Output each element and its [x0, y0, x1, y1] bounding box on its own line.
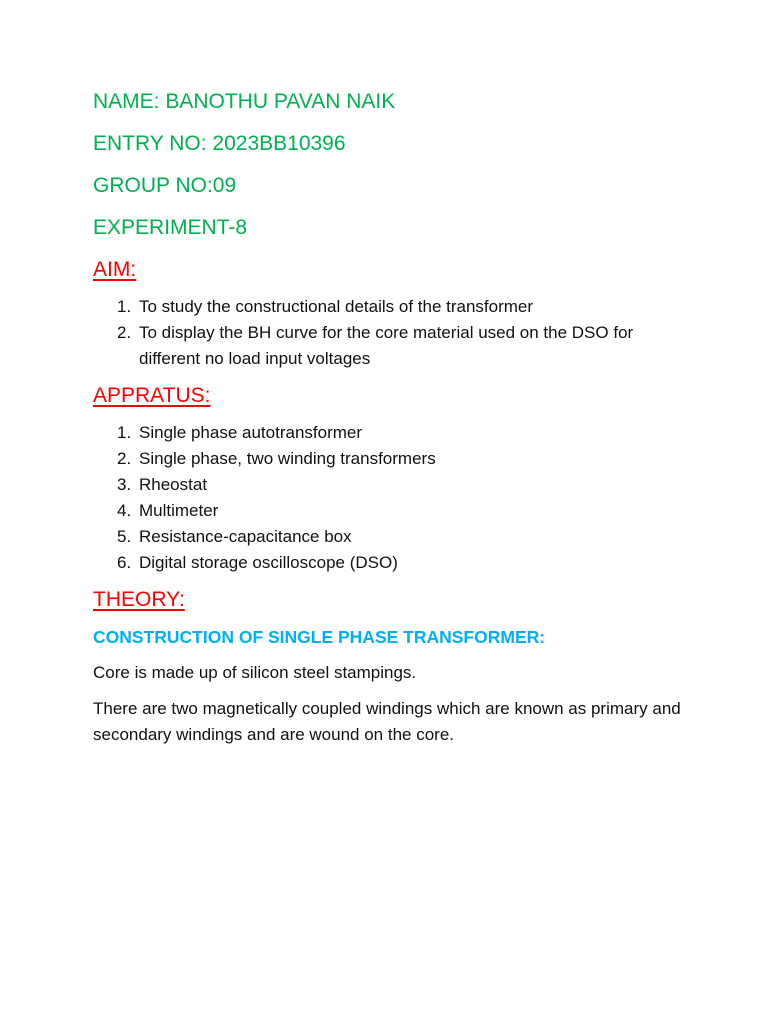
list-number: 1.	[117, 423, 132, 442]
list-text: To display the BH curve for the core material used on the DSO for different no load input voltages	[139, 323, 634, 368]
list-number: 2.	[117, 323, 132, 342]
list-number: 6.	[117, 553, 132, 572]
list-item	[93, 446, 693, 472]
apparatus-list	[93, 420, 693, 576]
list-number: 4.	[117, 501, 132, 520]
list-item	[93, 420, 693, 446]
list-item	[93, 498, 693, 524]
apparatus-heading: APPRATUS:	[93, 384, 211, 407]
aim-heading: AIM:	[93, 258, 137, 281]
entry-number: ENTRY NO: 2023BB10396	[93, 132, 346, 155]
aim-list	[93, 294, 693, 372]
list-item	[93, 472, 693, 498]
list-text: Resistance-capacitance box	[139, 527, 352, 546]
list-number: 2.	[117, 449, 132, 468]
document-page	[93, 88, 693, 758]
experiment-number: EXPERIMENT-8	[93, 216, 248, 239]
list-item	[93, 320, 693, 372]
list-item	[93, 294, 693, 320]
list-text: Single phase, two winding transformers	[139, 449, 436, 468]
list-text: Rheostat	[139, 475, 208, 494]
list-text: Multimeter	[139, 501, 219, 520]
theory-subheading: CONSTRUCTION OF SINGLE PHASE TRANSFORMER:	[93, 627, 546, 647]
group-number: GROUP NO:09	[93, 174, 237, 197]
list-text: Single phase autotransformer	[139, 423, 363, 442]
theory-paragraph: Core is made up of silicon steel stampings.	[93, 663, 417, 682]
theory-heading: THEORY:	[93, 588, 185, 611]
theory-paragraph: There are two magnetically coupled windings which are known as primary and secondary windings and are wound on the core.	[93, 699, 681, 744]
list-number: 1.	[117, 297, 132, 316]
list-number: 5.	[117, 527, 132, 546]
list-text: Digital storage oscilloscope (DSO)	[139, 553, 398, 572]
list-item	[93, 524, 693, 550]
list-item	[93, 550, 693, 576]
student-name: NAME: BANOTHU PAVAN NAIK	[93, 90, 396, 113]
list-text: To study the constructional details of the transformer	[139, 297, 534, 316]
list-number: 3.	[117, 475, 132, 494]
